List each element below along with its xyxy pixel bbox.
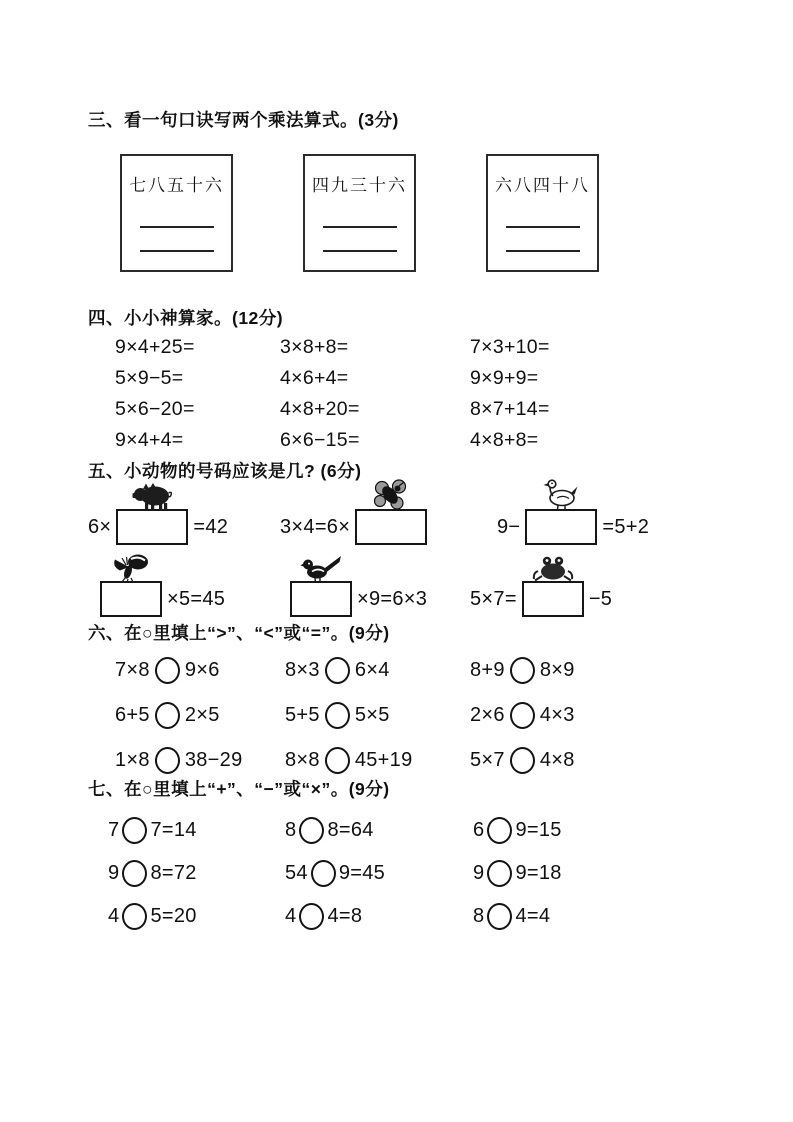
left-number: 6 (473, 818, 485, 841)
answer-box[interactable] (522, 581, 584, 617)
left-number: 4 (108, 904, 120, 927)
animal-problem (470, 581, 738, 617)
operator-problem (285, 858, 473, 888)
operator-problem (108, 901, 285, 931)
arithmetic-problem: 9×4+25= (115, 336, 195, 358)
answer-blank-line[interactable] (506, 226, 580, 228)
right-expression: 45+19 (354, 748, 413, 771)
comparison-problem (285, 700, 470, 730)
answer-circle[interactable] (155, 702, 180, 729)
comparison-problem (285, 745, 470, 775)
arithmetic-problem: 7×3+10= (470, 336, 550, 358)
animal-problem (88, 509, 280, 545)
left-expression: 5+5 (285, 703, 320, 726)
equation-before: 9− (497, 515, 521, 538)
arithmetic-problem: 4×8+8= (470, 429, 539, 451)
comparison-problem (115, 700, 285, 730)
left-number: 9 (473, 861, 485, 884)
right-expression: 6×4 (354, 658, 390, 681)
equation-after: =5+2 (602, 515, 650, 538)
operator-problem (473, 858, 738, 888)
arithmetic-problem: 5×6−20= (115, 398, 195, 420)
rhyme-phrase: 六八四十八 (495, 176, 590, 195)
operator-problem (108, 858, 285, 888)
answer-box-wrap (522, 581, 584, 617)
rhyme-cards (120, 154, 738, 272)
operator-problem (108, 815, 285, 845)
answer-blank-line[interactable] (506, 250, 580, 252)
section-five-title: 五、小动物的号码应该是几? (6分) (88, 461, 362, 481)
right-equation: 9=45 (338, 861, 386, 884)
left-expression: 8×8 (285, 748, 320, 771)
answer-circle[interactable] (325, 702, 350, 729)
animal-problems-row (88, 509, 738, 545)
answer-blank-line[interactable] (140, 250, 214, 252)
comparison-problem (470, 700, 738, 730)
answer-circle[interactable] (122, 817, 147, 844)
equation-before: 3×4=6× (280, 515, 351, 538)
animal-problem (95, 581, 285, 617)
right-equation: 5=20 (150, 904, 197, 927)
section-four-title: 四、小小神算家。(12分) (88, 308, 284, 328)
left-number: 7 (108, 818, 120, 841)
answer-circle[interactable] (155, 657, 180, 684)
answer-circle[interactable] (510, 702, 535, 729)
arithmetic-problem: 8×7+14= (470, 398, 550, 420)
right-equation: 8=72 (150, 861, 197, 884)
operator-problem (285, 901, 473, 931)
answer-blank-line[interactable] (323, 250, 397, 252)
arithmetic-problem: 9×9+9= (470, 367, 539, 389)
animal-problem (497, 509, 738, 545)
operator-grid (108, 815, 738, 931)
answer-box-wrap (525, 509, 597, 545)
answer-circle[interactable] (122, 860, 147, 887)
arithmetic-problem: 3×8+8= (280, 336, 349, 358)
right-equation: 7=14 (150, 818, 197, 841)
answer-circle[interactable] (487, 903, 512, 930)
left-expression: 5×7 (470, 748, 505, 771)
rhyme-phrase: 七八五十六 (129, 176, 224, 195)
left-expression: 7×8 (115, 658, 150, 681)
left-expression: 6+5 (115, 703, 150, 726)
answer-box[interactable] (100, 581, 162, 617)
right-equation: 8=64 (327, 818, 374, 841)
section-six-title: 六、在○里填上“>”、“<”或“=”。(9分) (88, 623, 390, 643)
section-three-title: 三、看一句口诀写两个乘法算式。(3分) (88, 110, 399, 130)
equation-after: −5 (588, 587, 613, 610)
answer-box-wrap (100, 581, 162, 617)
comparison-problem (470, 655, 738, 685)
answer-box[interactable] (355, 509, 427, 545)
pig-icon (132, 481, 172, 511)
bee-icon (372, 479, 410, 511)
rhyme-phrase: 四九三十六 (312, 176, 407, 195)
arithmetic-problem: 6×6−15= (280, 429, 360, 451)
right-expression: 38−29 (184, 748, 243, 771)
equation-before: 5×7= (470, 587, 517, 610)
arithmetic-problem: 4×8+20= (280, 398, 360, 420)
comparison-problem (285, 655, 470, 685)
answer-box-wrap (116, 509, 188, 545)
right-expression: 5×5 (354, 703, 390, 726)
answer-circle[interactable] (311, 860, 336, 887)
left-number: 8 (285, 818, 297, 841)
comparison-grid (115, 655, 738, 775)
answer-circle[interactable] (299, 817, 324, 844)
left-expression: 2×6 (470, 703, 505, 726)
comparison-problem (115, 745, 285, 775)
frog-icon (532, 556, 574, 583)
arithmetic-problem: 5×9−5= (115, 367, 184, 389)
right-expression: 2×5 (184, 703, 220, 726)
right-equation: 9=15 (515, 818, 562, 841)
comparison-problem (470, 745, 738, 775)
section-seven-title: 七、在○里填上“+”、“−”或“×”。(9分) (88, 779, 390, 799)
animal-problem (280, 509, 497, 545)
answer-circle[interactable] (299, 903, 324, 930)
answer-blank-line[interactable] (323, 226, 397, 228)
left-number: 54 (285, 861, 308, 884)
answer-circle[interactable] (487, 860, 512, 887)
equation-after: =42 (193, 515, 229, 538)
rhyme-card (120, 154, 233, 272)
left-number: 9 (108, 861, 120, 884)
answer-circle[interactable] (325, 747, 350, 774)
answer-box[interactable] (116, 509, 188, 545)
equation-after: ×9=6×3 (357, 587, 428, 610)
equation-after: ×5=45 (167, 587, 226, 610)
answer-box[interactable] (525, 509, 597, 545)
arithmetic-problem: 9×4+4= (115, 429, 184, 451)
right-expression: 4×8 (539, 748, 575, 771)
right-equation: 4=8 (327, 904, 363, 927)
rhyme-card (303, 154, 416, 272)
answer-circle[interactable] (155, 747, 180, 774)
right-equation: 4=4 (515, 904, 551, 927)
answer-box-wrap (355, 509, 427, 545)
equation-before: 6× (88, 515, 112, 538)
answer-circle[interactable] (510, 657, 535, 684)
right-expression: 8×9 (539, 658, 575, 681)
answer-box[interactable] (290, 581, 352, 617)
operator-problem (285, 815, 473, 845)
rhyme-card (486, 154, 599, 272)
operator-problem (473, 901, 738, 931)
answer-circle[interactable] (487, 817, 512, 844)
answer-blank-line[interactable] (140, 226, 214, 228)
arithmetic-grid (115, 336, 738, 451)
left-number: 8 (473, 904, 485, 927)
answer-circle[interactable] (325, 657, 350, 684)
left-expression: 8×3 (285, 658, 320, 681)
comparison-problem (115, 655, 285, 685)
arithmetic-problem: 4×6+4= (280, 367, 349, 389)
duck-icon (543, 479, 579, 511)
bird-icon (300, 553, 342, 583)
right-expression: 4×3 (539, 703, 575, 726)
animal-problems-row (95, 581, 738, 617)
answer-circle[interactable] (510, 747, 535, 774)
answer-circle[interactable] (122, 903, 147, 930)
right-expression: 9×6 (184, 658, 220, 681)
answer-box-wrap (290, 581, 352, 617)
right-equation: 9=18 (515, 861, 562, 884)
operator-problem (473, 815, 738, 845)
animal-problem (285, 581, 470, 617)
left-expression: 1×8 (115, 748, 150, 771)
left-expression: 8+9 (470, 658, 505, 681)
butterfly-icon (112, 553, 150, 583)
left-number: 4 (285, 904, 297, 927)
